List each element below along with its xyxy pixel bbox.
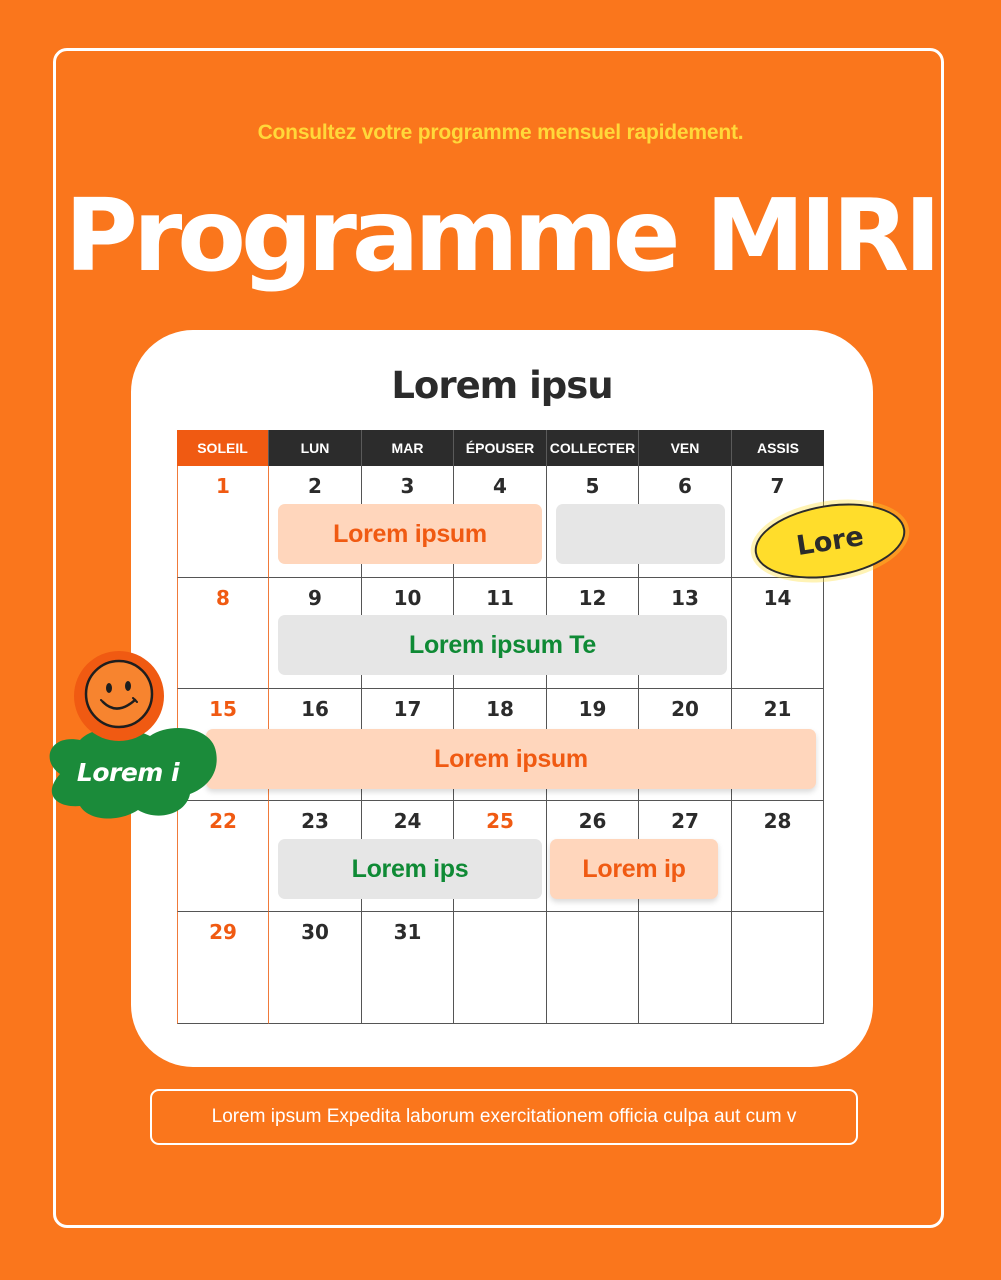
day-cell[interactable]: 26 — [547, 801, 639, 912]
day-cell[interactable]: 1 — [177, 466, 269, 578]
day-cell[interactable] — [454, 912, 547, 1024]
calendar-event[interactable]: Lorem ipsum — [278, 504, 542, 564]
day-cell[interactable]: 27 — [639, 801, 732, 912]
weekday-header: COLLECTER — [547, 430, 639, 466]
weekday-header: SOLEIL — [177, 430, 269, 466]
lore-sticker-label: Lore — [794, 520, 866, 562]
weekday-header: ÉPOUSER — [454, 430, 547, 466]
weekday-header: ASSIS — [732, 430, 824, 466]
day-cell[interactable]: 28 — [732, 801, 824, 912]
day-cell[interactable] — [547, 912, 639, 1024]
day-cell[interactable]: 15 — [177, 689, 269, 801]
smiley-icon — [73, 650, 165, 742]
day-cell[interactable]: 31 — [362, 912, 454, 1024]
day-cell[interactable]: 21 — [732, 689, 824, 801]
day-cell[interactable]: 16 — [269, 689, 362, 801]
day-cell[interactable]: 25 — [454, 801, 547, 912]
day-cell[interactable]: 30 — [269, 912, 362, 1024]
day-cell[interactable]: 14 — [732, 578, 824, 689]
day-cell[interactable]: 7 — [732, 466, 824, 578]
day-cell[interactable]: 6 — [639, 466, 732, 578]
blob-sticker-label: Lorem i — [76, 758, 180, 787]
day-cell[interactable]: 5 — [547, 466, 639, 578]
day-cell[interactable] — [639, 912, 732, 1024]
footer-text-box: Lorem ipsum Expedita laborum exercitationem officia culpa aut cum v — [150, 1089, 858, 1145]
day-cell[interactable]: 20 — [639, 689, 732, 801]
day-cell[interactable]: 17 — [362, 689, 454, 801]
calendar-event[interactable]: Lorem ip — [550, 839, 718, 899]
day-cell[interactable]: 22 — [177, 801, 269, 912]
day-cell[interactable]: 2 — [269, 466, 362, 578]
day-cell[interactable]: 13 — [639, 578, 732, 689]
day-cell[interactable]: 9 — [269, 578, 362, 689]
day-cell[interactable]: 23 — [269, 801, 362, 912]
weekday-header: MAR — [362, 430, 454, 466]
day-cell[interactable] — [732, 912, 824, 1024]
day-cell[interactable]: 12 — [547, 578, 639, 689]
day-cell[interactable]: 10 — [362, 578, 454, 689]
calendar-event[interactable]: Lorem ipsum Te — [278, 615, 727, 675]
day-cell[interactable]: 3 — [362, 466, 454, 578]
calendar-event[interactable]: Lorem ips — [278, 839, 542, 899]
day-cell[interactable]: 18 — [454, 689, 547, 801]
day-cell[interactable]: 4 — [454, 466, 547, 578]
weekday-header: LUN — [269, 430, 362, 466]
day-cell[interactable]: 8 — [177, 578, 269, 689]
calendar-title: Lorem ipsu — [391, 364, 613, 407]
tagline: Consultez votre programme mensuel rapidement. — [257, 121, 744, 144]
calendar-event[interactable]: Lorem ipsum — [206, 729, 816, 789]
day-cell[interactable]: 24 — [362, 801, 454, 912]
calendar-event-empty[interactable] — [556, 504, 725, 564]
page-title: Programme MIRI — [64, 177, 937, 294]
day-cell[interactable]: 11 — [454, 578, 547, 689]
day-cell[interactable]: 19 — [547, 689, 639, 801]
day-cell[interactable]: 29 — [177, 912, 269, 1024]
weekday-header: VEN — [639, 430, 732, 466]
